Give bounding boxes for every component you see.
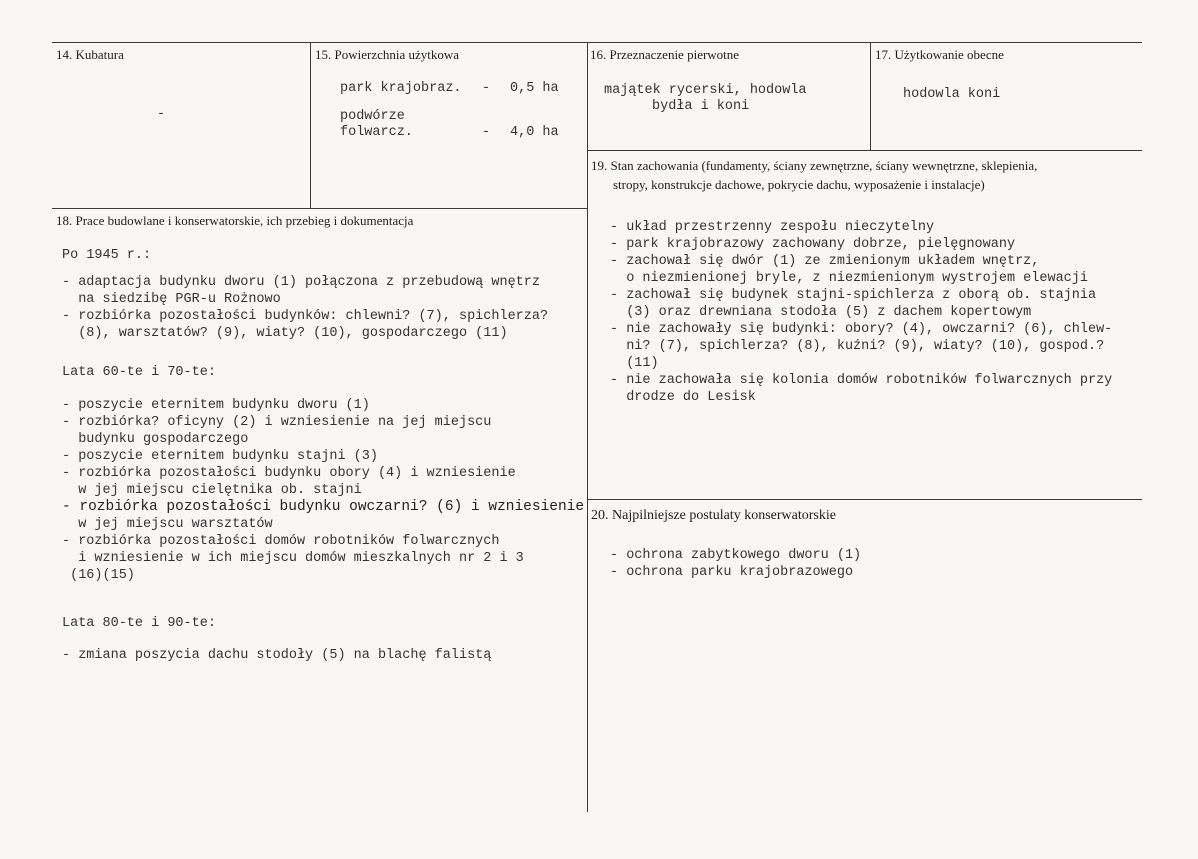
- list-item: - poszycie eternitem budynku stajni (3): [62, 449, 378, 464]
- field-15-row-2-name-b: folwarcz.: [340, 125, 413, 140]
- list-item: ni? (7), spichlerza? (8), kuźni? (9), wiaty? (10), gospod.?: [610, 339, 1105, 354]
- section-heading: Lata 80-te i 90-te:: [62, 616, 216, 631]
- list-item: (8), warsztatów? (9), wiaty? (10), gospodarczego (11): [62, 326, 508, 341]
- divider-16-17: [870, 42, 871, 150]
- list-item: - park krajobrazowy zachowany dobrze, pielęgnowany: [610, 237, 1016, 252]
- section-2-list: [62, 397, 584, 584]
- list-item: - adaptacja budynku dworu (1) połączona z przebudową wnętrz: [62, 275, 540, 290]
- section-heading: Lata 60-te i 70-te:: [62, 365, 216, 380]
- divider-20-top: [587, 499, 1142, 500]
- field-20-label: 20. Najpilniejsze postulaty konserwatorskie: [591, 508, 836, 523]
- field-18-label: 18. Prace budowlane i konserwatorskie, ich przebieg i dokumentacja: [56, 213, 414, 228]
- list-item: - zachował się dwór (1) ze zmienionym układem wnętrz,: [610, 254, 1040, 269]
- list-item: - zmiana poszycia dachu stodoły (5) na blachę falistą: [62, 648, 492, 663]
- list-item: w jej miejscu warsztatów: [62, 517, 273, 532]
- list-item: - rozbiórka pozostałości budynku obory (4) i wzniesienie: [62, 466, 516, 481]
- list-item: w jej miejscu cielętnika ob. stajni: [62, 483, 362, 498]
- list-item: (11): [610, 356, 659, 371]
- divider-19-top: [587, 150, 1142, 151]
- field-17-label: 17. Użytkowanie obecne: [875, 47, 1004, 62]
- divider-18-top: [52, 208, 587, 209]
- list-item: - nie zachowała się kolonia domów robotników folwarcznych przy: [610, 373, 1113, 388]
- list-item: - ochrona parku krajobrazowego: [610, 565, 854, 580]
- field-14-label: 14. Kubatura: [56, 47, 124, 62]
- list-item: o niezmienionej bryle, z niezmienionym wystrojem elewacji: [610, 271, 1088, 286]
- field-15-row-1-dash: -: [482, 81, 491, 96]
- list-item: - rozbiórka? oficyny (2) i wzniesienie na jej miejscu: [62, 415, 492, 430]
- field-16-label: 16. Przeznaczenie pierwotne: [590, 47, 740, 62]
- field-15-row-1-name: park krajobraz.: [340, 81, 462, 96]
- field-16-line-1: majątek rycerski, hodowla: [604, 83, 807, 98]
- list-item: - nie zachowały się budynki: obory? (4), owczarni? (6), chlew-: [610, 322, 1113, 337]
- divider-main: [587, 42, 588, 812]
- list-item: drodze do Lesisk: [610, 390, 756, 405]
- list-item: - rozbiórka pozostałości budynku owczarni? (6) i wzniesienie: [62, 499, 585, 515]
- field-15-row-2-name-a: podwórze: [340, 109, 405, 124]
- field-19-label-line-1: 19. Stan zachowania (fundamenty, ściany zewnętrzne, ściany wewnętrzne, sklepienia,: [591, 158, 1038, 173]
- field-15-row-2-dash: -: [482, 125, 491, 140]
- field-15-label: 15. Powierzchnia użytkowa: [315, 47, 460, 62]
- list-item: - poszycie eternitem budynku dworu (1): [62, 398, 370, 413]
- field-14-value: -: [157, 107, 166, 122]
- list-item: - układ przestrzenny zespołu nieczytelny: [610, 220, 935, 235]
- field-15-row-1-value: 0,5 ha: [510, 81, 559, 96]
- section-1-list: [62, 274, 548, 342]
- list-item: - rozbiórka pozostałości budynków: chlewni? (7), spichlerza?: [62, 309, 549, 324]
- list-item: (16)(15): [62, 568, 135, 583]
- list-item: - ochrona zabytkowego dworu (1): [610, 548, 862, 563]
- list-item: i wzniesienie w ich miejscu domów mieszkalnych nr 2 i 3: [62, 551, 524, 566]
- list-item: budynku gospodarczego: [62, 432, 249, 447]
- list-item: - rozbiórka pozostałości domów robotników folwarcznych: [62, 534, 500, 549]
- top-border: [52, 42, 1142, 43]
- section-heading: Po 1945 r.:: [62, 248, 152, 263]
- field-20-list: [610, 547, 861, 581]
- list-item: (3) oraz drewniana stodoła (5) z dachem kopertowym: [610, 305, 1032, 320]
- field-16-line-2: bydła i koni: [652, 99, 750, 114]
- section-3-list: [62, 647, 491, 664]
- field-15-row-2-value: 4,0 ha: [510, 125, 559, 140]
- field-19-list: [610, 219, 1112, 406]
- list-item: - zachował się budynek stajni-spichlerza z oborą ob. stajnia: [610, 288, 1097, 303]
- field-19-label-line-2: stropy, konstrukcje dachowe, pokrycie dachu, wyposażenie i instalacje): [613, 177, 985, 192]
- field-17-value: hodowla koni: [903, 87, 1001, 102]
- list-item: na siedzibę PGR-u Rożnowo: [62, 292, 281, 307]
- divider-14-15: [310, 42, 311, 208]
